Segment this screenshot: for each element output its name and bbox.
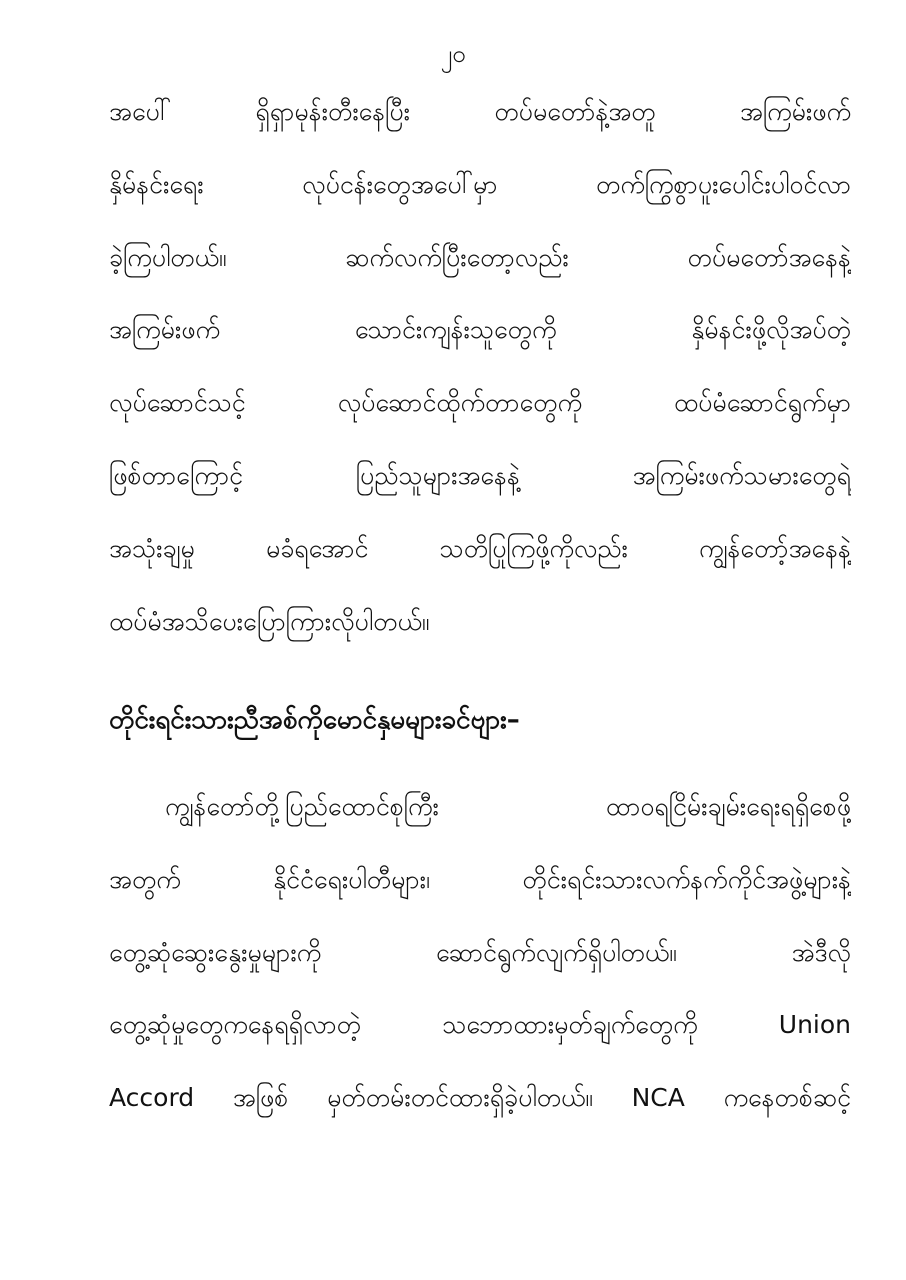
paragraph-line: ခဲ့ကြပါတယ်။ ဆက်လက်ပြီးတော့လည်း တပ်မတော်အနေနဲ့ [109, 242, 851, 272]
paragraph-line: လုပ်ဆောင်သင့် လုပ်ဆောင်ထိုက်တာတွေကို ထပ်မံဆောင်ရွက်မှာ [109, 388, 851, 418]
page-number: ၂၀ [440, 40, 466, 68]
paragraph-line: နှိမ်နင်းရေး လုပ်ငန်းတွေအပေါ်မှာ တက်ကြွစွာပူးပေါင်းပါဝင်လာ [109, 169, 851, 199]
paragraph-line: ထပ်မံအသိပေးပြောကြားလိုပါတယ်။ [109, 606, 430, 636]
paragraph-line: အသုံးချမှု မခံရအောင် သတိပြုကြဖို့ကိုလည်း ကျွန်တော့်အနေနဲ့ [109, 533, 851, 563]
section-heading: တိုင်းရင်းသားညီအစ်ကိုမောင်နှမများခင်ဗျား– [109, 705, 520, 735]
paragraph-line: တွေ့ဆုံမှုတွေကနေရရှိလာတဲ့ သဘောထားမှတ်ချက်တွေကို Union [109, 1010, 851, 1040]
paragraph-1 [109, 76, 851, 658]
paragraph-line: တွေ့ဆုံဆွေးနွေးမှုများကို ဆောင်ရွက်လျက်ရှိပါတယ်။ အဲဒီလို [109, 937, 851, 967]
paragraph-line: ဖြစ်တာကြောင့် ပြည်သူများအနေနဲ့ အကြမ်းဖက်သမားတွေရဲ့ [109, 460, 851, 490]
paragraph-2 [109, 771, 851, 1135]
paragraph-line: အတွက် နိုင်ငံရေးပါတီများ၊ တိုင်းရင်းသားလက်နက်ကိုင်အဖွဲ့များနဲ့ [109, 864, 851, 894]
paragraph-line: Accord အဖြစ် မှတ်တမ်းတင်ထားရှိခဲ့ပါတယ်။ NCA ကနေတစ်ဆင့် [109, 1083, 851, 1113]
paragraph-line: အကြမ်းဖက် သောင်းကျန်းသူတွေကို နှိမ်နင်းဖို့လိုအပ်တဲ့ [109, 315, 851, 345]
paragraph-line: အပေါ် ရှိရှာမုန်းတီးနေပြီး တပ်မတော်နဲ့အတူ အကြမ်းဖက် [109, 97, 851, 126]
paragraph-line: ကျွန်တော်တို့ပြည်ထောင်စုကြီး ထာဝရငြိမ်းချမ်းရေးရရှိစေဖို့ [165, 792, 851, 821]
